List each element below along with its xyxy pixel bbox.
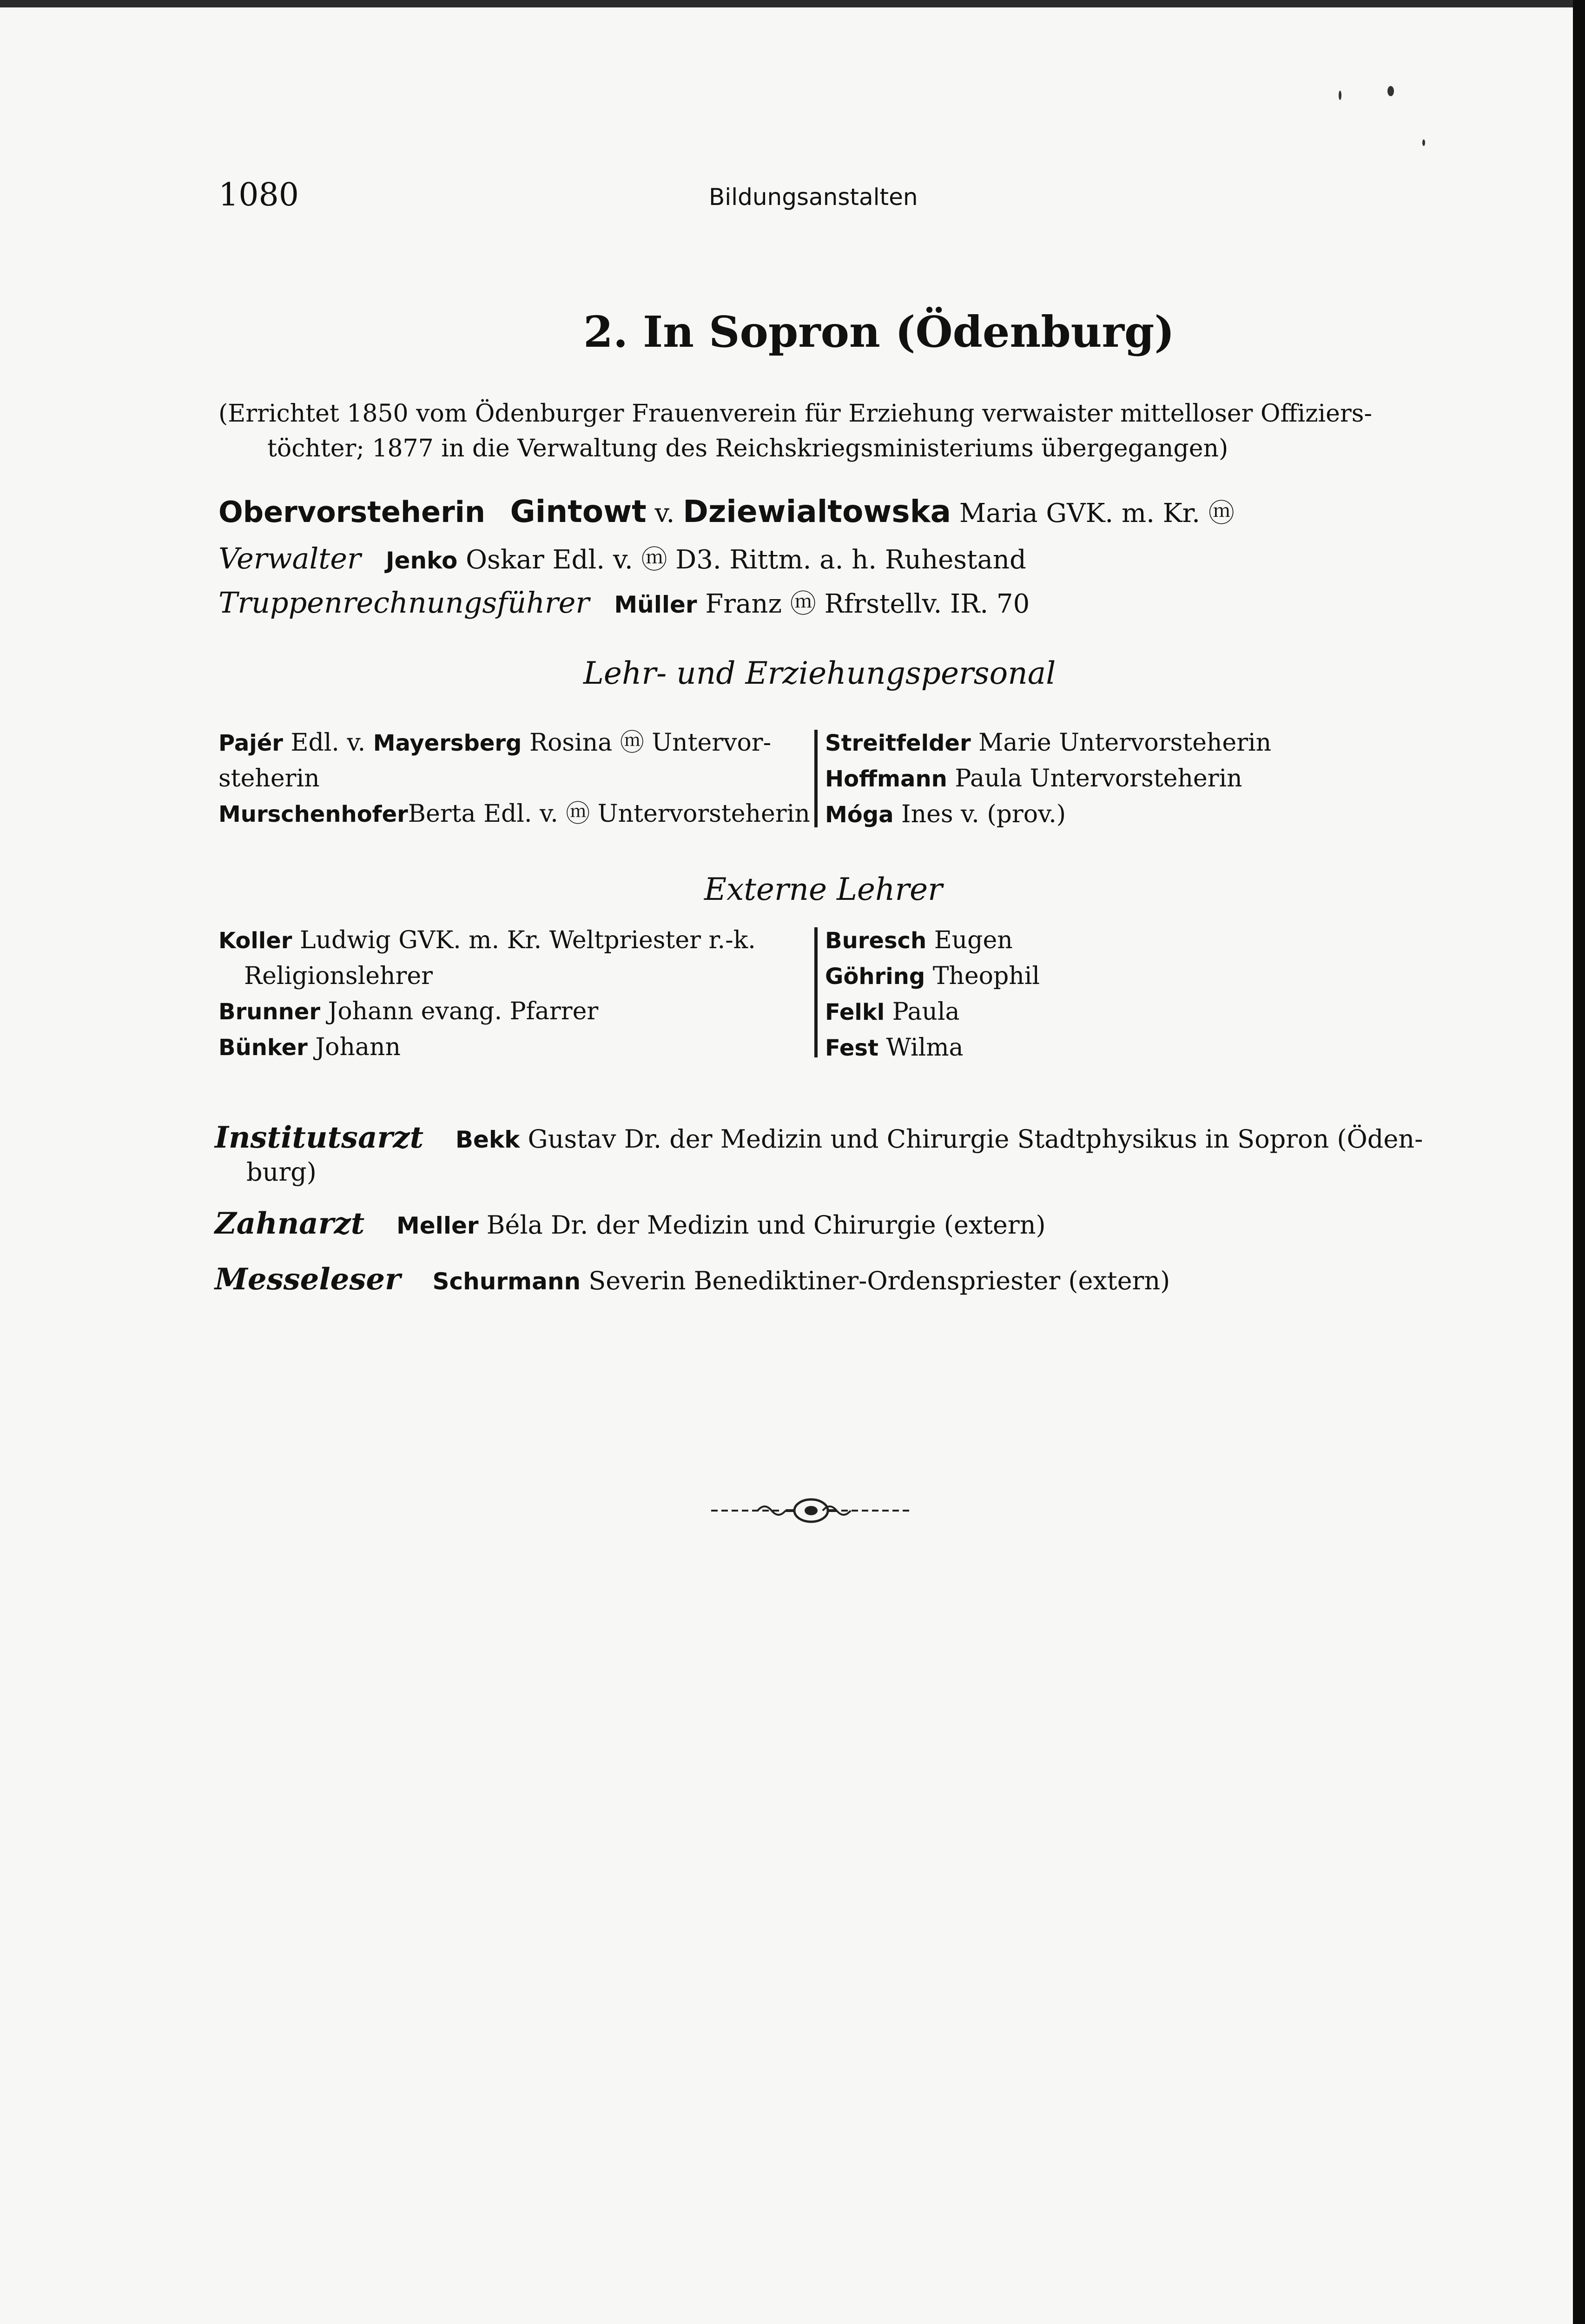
staff-row-verwalter	[218, 539, 1026, 576]
staff-row-institutsarzt	[215, 1120, 1423, 1155]
staff-particle: v.	[654, 498, 675, 528]
scan-speck	[1339, 91, 1341, 100]
staff-details: Oskar Edl. v. ⓜ D3. Rittm. a. h. Ruhestand	[466, 545, 1026, 575]
external-teachers-left-column	[218, 923, 804, 1065]
external-teachers-right-column	[825, 923, 1040, 1066]
section-title: 2. In Sopron (Ödenburg)	[583, 307, 1175, 357]
staff-role: Obervorsteherin	[218, 495, 486, 529]
list-item: Felkl Paula	[825, 998, 960, 1026]
running-title: Bildungsanstalten	[709, 184, 918, 211]
staff-details: Gustav Dr. der Medizin und Chirurgie Stadtphysikus in Sopron (Öden-	[528, 1124, 1423, 1154]
staff-role: Truppenrechnungsführer	[218, 586, 589, 620]
staff-surname: Bekk	[455, 1126, 520, 1153]
list-item: MurschenhoferBerta Edl. v. ⓜ Untervorsteherin	[218, 800, 810, 828]
page-number: 1080	[218, 177, 299, 213]
staff-surname: Gintowt	[510, 494, 647, 529]
staff-details: Severin Benediktiner-Ordenspriester (extern)	[588, 1266, 1170, 1295]
list-item: Fest Wilma	[825, 1034, 964, 1062]
list-item: Brunner Johann evang. Pfarrer	[218, 997, 599, 1025]
staff-role: Messeleser	[215, 1262, 401, 1297]
intro-line-1: (Errichtet 1850 vom Ödenburger Frauenverein für Erziehung verwaister mittelloser Offiziers-	[218, 400, 1373, 428]
staff-role: Institutsarzt	[215, 1120, 424, 1155]
scan-speck	[1387, 86, 1394, 96]
column-divider	[814, 730, 818, 827]
list-item: Hoffmann Paula Untervorsteherin	[825, 765, 1242, 792]
column-divider	[814, 927, 818, 1057]
scan-edge-right	[1573, 0, 1585, 2324]
scan-speck	[1422, 139, 1425, 146]
staff-role: Zahnarzt	[215, 1206, 365, 1241]
teaching-staff-heading: Lehr- und Erziehungspersonal	[583, 655, 1056, 691]
staff-row-zahnarzt	[215, 1206, 1046, 1241]
external-teachers-heading: Externe Lehrer	[704, 872, 943, 907]
staff-role: Verwalter	[218, 541, 361, 575]
intro-line-2: töchter; 1877 in die Verwaltung des Reichskriegsministeriums übergegangen)	[267, 435, 1228, 462]
list-item-continuation: steherin	[218, 765, 320, 792]
list-item: Bünker Johann	[218, 1033, 401, 1061]
staff-surname: Schurmann	[432, 1268, 581, 1295]
teaching-staff-left-column	[218, 725, 810, 832]
teaching-staff-right-column	[825, 725, 1271, 832]
staff-surname: Meller	[396, 1212, 479, 1239]
list-item: Koller Ludwig GVK. m. Kr. Weltpriester r.-k.	[218, 926, 756, 954]
staff-surname-2: Dziewialtowska	[683, 494, 951, 529]
staff-row-obervorsteherin	[218, 493, 1235, 530]
staff-row-continuation: burg)	[246, 1157, 317, 1187]
staff-details: Maria GVK. m. Kr. ⓜ	[959, 498, 1235, 528]
list-item: Pajér Edl. v. Mayersberg Rosina ⓜ Untervor-	[218, 729, 772, 757]
staff-row-messeleser	[215, 1262, 1170, 1297]
staff-row-truppenrechnungsfuehrer	[218, 583, 1030, 621]
ornament-divider-icon	[711, 1494, 911, 1527]
list-item: Buresch Eugen	[825, 926, 1013, 954]
list-item: Móga Ines v. (prov.)	[825, 800, 1066, 828]
staff-surname: Jenko	[385, 547, 458, 574]
staff-details: Béla Dr. der Medizin und Chirurgie (extern)	[486, 1210, 1046, 1240]
staff-details: Franz ⓜ Rfrstellv. IR. 70	[705, 589, 1030, 619]
scan-edge-top	[0, 0, 1585, 7]
list-item: Göhring Theophil	[825, 962, 1040, 990]
list-item: Streitfelder Marie Untervorsteherin	[825, 729, 1272, 757]
staff-surname: Müller	[614, 591, 697, 618]
list-item-continuation: Religionslehrer	[244, 962, 433, 990]
